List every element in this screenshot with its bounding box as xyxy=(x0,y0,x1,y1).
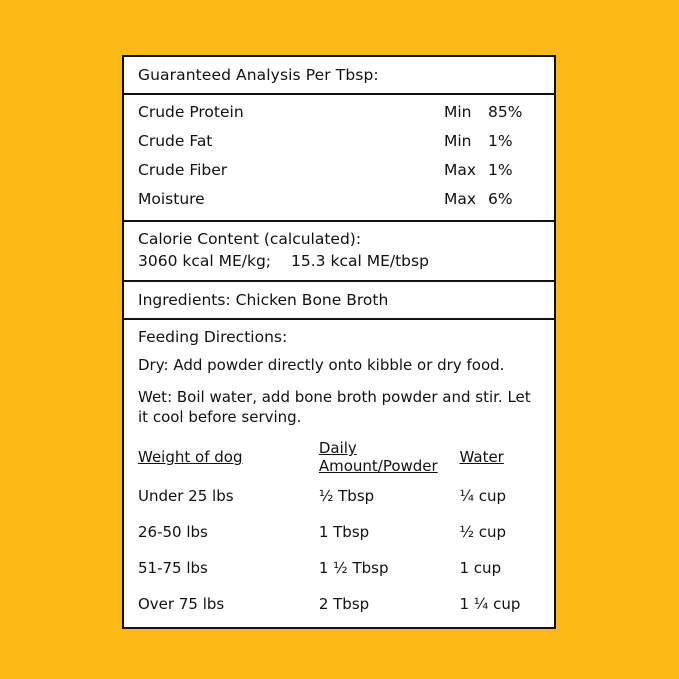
nutrient-qualifier: Max xyxy=(444,161,477,179)
nutrient-value: 1% xyxy=(488,132,513,150)
nutrient-name: Crude Fat xyxy=(138,132,213,150)
guaranteed-analysis-section xyxy=(124,95,554,222)
feeding-weight: 26-50 lbs xyxy=(138,523,208,542)
feeding-water: 1 cup xyxy=(459,559,502,578)
nutrient-name: Moisture xyxy=(138,190,205,208)
table-row xyxy=(138,487,540,523)
nutrient-value: 1% xyxy=(488,161,513,179)
feeding-directions-dry: Dry: Add powder directly onto kibble or dry food. xyxy=(138,356,505,374)
nutrient-value: 6% xyxy=(488,190,513,208)
nutrient-qualifier: Min xyxy=(444,132,472,150)
nutrient-name: Crude Fiber xyxy=(138,161,228,179)
calorie-content-title: Calorie Content (calculated): xyxy=(138,230,362,248)
nutrient-row xyxy=(138,161,540,179)
guaranteed-analysis-header-section xyxy=(124,57,554,95)
nutrient-value: 85% xyxy=(488,103,523,121)
feeding-table-header-amount: Daily Amount/Powder xyxy=(318,439,438,476)
feeding-amount: 1 Tbsp xyxy=(318,523,370,542)
feeding-table-header-row xyxy=(138,439,540,487)
feeding-directions-title: Feeding Directions: xyxy=(138,328,288,346)
nutrient-qualifier: Min xyxy=(444,103,472,121)
ingredients-line xyxy=(124,282,554,318)
nutrient-name: Crude Protein xyxy=(138,103,244,121)
nutrient-list xyxy=(124,95,554,220)
feeding-weight: Over 75 lbs xyxy=(138,595,225,614)
ingredients-section xyxy=(124,282,554,320)
feeding-directions-section xyxy=(124,320,554,627)
feeding-table-header-weight: Weight of dog xyxy=(138,448,243,467)
guaranteed-analysis-title: Guaranteed Analysis Per Tbsp: xyxy=(138,66,379,84)
feeding-directions-wet: Wet: Boil water, add bone broth powder and stir. Let it cool before serving. xyxy=(138,387,531,427)
table-row xyxy=(138,523,540,559)
feeding-amount: ½ Tbsp xyxy=(318,487,375,506)
nutrient-qualifier: Max xyxy=(444,190,477,208)
ingredients-label: Ingredients: xyxy=(138,291,231,309)
calorie-per-tbsp: 15.3 kcal ME/tbsp xyxy=(291,252,429,270)
table-row xyxy=(138,595,540,617)
feeding-table-header-water: Water xyxy=(459,448,504,467)
feeding-amount: 2 Tbsp xyxy=(318,595,370,614)
ingredients-value: Chicken Bone Broth xyxy=(235,291,389,309)
feeding-amount: 1 ½ Tbsp xyxy=(318,559,389,578)
nutrient-row xyxy=(138,103,540,121)
calorie-per-kg: 3060 kcal ME/kg; xyxy=(138,252,272,270)
calorie-content-values xyxy=(138,252,540,270)
nutrient-row xyxy=(138,190,540,208)
feeding-water: 1 ¼ cup xyxy=(459,595,521,614)
table-row xyxy=(138,559,540,595)
feeding-weight: Under 25 lbs xyxy=(138,487,234,506)
calorie-content-section xyxy=(124,222,554,282)
nutrition-label-panel xyxy=(122,55,556,629)
feeding-table xyxy=(138,439,540,617)
feeding-water: ¼ cup xyxy=(459,487,507,506)
nutrient-row xyxy=(138,132,540,150)
feeding-weight: 51-75 lbs xyxy=(138,559,208,578)
feeding-water: ½ cup xyxy=(459,523,507,542)
